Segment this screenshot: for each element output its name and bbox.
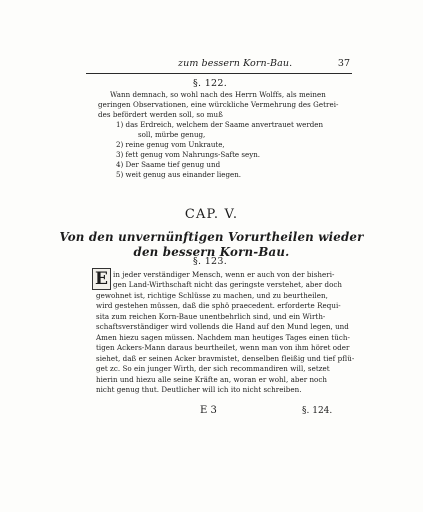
- signature-mark: E 3: [200, 405, 217, 416]
- list-item: 3) fett genug vom Nahrungs-Safte seyn.: [116, 150, 261, 159]
- paragraph-line: get zc. So ein junger Wirth, der sich recommandiren will, setzet: [96, 364, 330, 373]
- catchword: §. 124.: [302, 406, 333, 416]
- running-title: zum bessern Korn-Bau.: [178, 58, 293, 69]
- list-item: 5) weit genug aus einander liegen.: [116, 170, 242, 179]
- paragraph-line: hierin und hiezu alle seine Kräfte an, woran er wohl, aber noch: [96, 375, 328, 384]
- paragraph-line: geringen Observationen, eine würckliche Vermehrung des Getrei-: [98, 100, 339, 109]
- chapter-heading: CAP. V.: [184, 207, 239, 222]
- list-item: soll, mürbe genug,: [138, 130, 206, 139]
- chapter-title-line: Von den unvernünftigen Vorurtheilen wieder: [59, 230, 364, 244]
- paragraph-line: siehet, daß er seinen Acker bravmistet, denselben fleißig und tief pflü-: [96, 354, 355, 363]
- paragraph-line: sita zum reichen Korn-Baue unentbehrlich sind, und ein Wirth-: [96, 312, 326, 321]
- paragraph-line: gen Land-Wirthschaft nicht das geringste verstehet, aber doch: [113, 280, 343, 289]
- paragraph-line: Wann demnach, so wohl nach des Herrn Wolffs, als meinen: [110, 90, 326, 99]
- paragraph-line: tigen Ackers-Mann daraus beurtheilet, wenn man von ihm höret oder: [96, 343, 350, 352]
- list-item: 4) Der Saame tief genug und: [116, 160, 221, 169]
- drop-cap-initial: E: [92, 268, 111, 290]
- section-123-mark: §. 123.: [193, 256, 228, 267]
- paragraph-line: wird gestehen müssen, daß die sphö praecedent. erforderte Requi-: [96, 301, 341, 310]
- list-item: 1) das Erdreich, welchem der Saame anvertrauet werden: [116, 120, 324, 129]
- paragraph-line: gewohnet ist, richtige Schlüsse zu machen, und zu beurtheilen,: [96, 291, 328, 300]
- section-122-mark: §. 122.: [193, 78, 228, 89]
- header-rule: [86, 73, 352, 74]
- page-number: 37: [337, 58, 350, 69]
- paragraph-line: des befördert werden soll, so muß: [98, 110, 223, 119]
- list-item: 2) reine genug vom Unkraute,: [116, 140, 225, 149]
- paragraph-line: in jeder verständiger Mensch, wenn er auch von der bisheri-: [113, 270, 335, 279]
- paragraph-line: Amen hiezu sagen müssen. Nachdem man heutiges Tages einen tüch-: [96, 333, 350, 342]
- page-header: [88, 58, 350, 72]
- paragraph-line: nicht genug thut. Deutlicher will ich ito nicht schreiben.: [96, 385, 302, 394]
- paragraph-line: schaftsverständiger wird vollends die Hand auf den Mund legen, und: [96, 322, 349, 331]
- chapter-title-line: den bessern Korn-Bau.: [133, 245, 290, 259]
